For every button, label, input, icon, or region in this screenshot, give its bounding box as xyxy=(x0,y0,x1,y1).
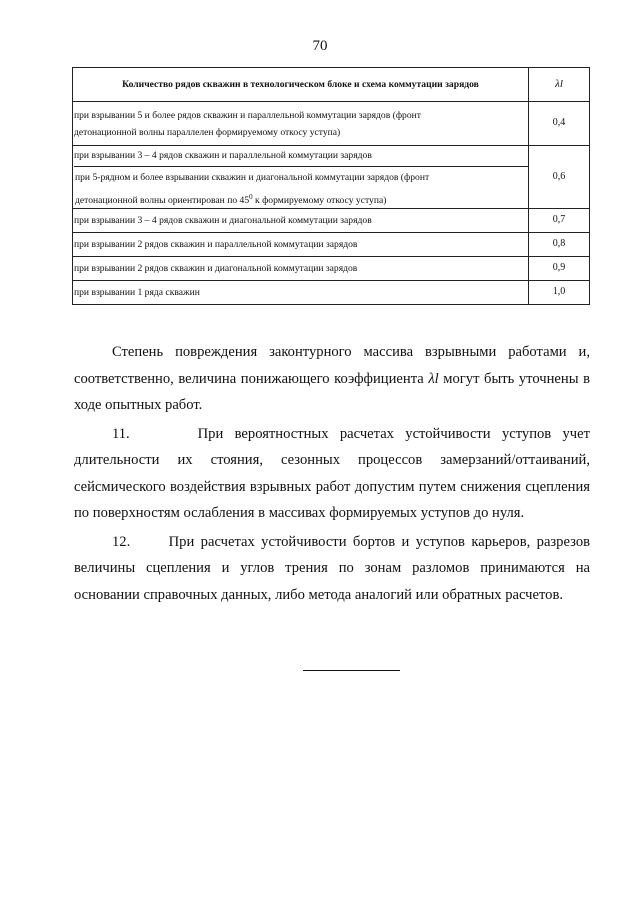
paragraph-text: При вероятностных расчетах устойчивости уступов учет длительности их стояния, сезонных процессов замерзаний/оттаиваний, сейсмического воздействия взрывных работ допустим путем снижения сцепления по поверхностям ослабления в массивах формируемых уступов до нуля. xyxy=(74,425,591,521)
degree-superscript: 0 xyxy=(249,193,253,201)
condition-line: при взрывании 2 рядов скважин и параллельной коммутации зарядов xyxy=(74,239,358,250)
condition-line: при взрывании 3 – 4 рядов скважин и параллельной коммутации зарядов xyxy=(74,150,372,161)
condition-line: при 5-рядном и более взрывании скважин и диагональной коммутации зарядов (фронт xyxy=(75,172,430,183)
table-header-row xyxy=(73,68,590,102)
paragraph-12 xyxy=(74,529,590,609)
body-text xyxy=(74,339,590,608)
coefficient-table xyxy=(72,67,590,305)
row-divider xyxy=(74,166,528,208)
table-cell-condition xyxy=(73,146,529,209)
table-cell-value: 0,6 xyxy=(529,146,590,209)
paragraph-text: При расчетах устойчивости бортов и уступов карьеров, разрезов величины сцепления и углов трения по зонам разломов принимаются на основании справочных данных, либо метода аналогий или обратных расчетов. xyxy=(74,533,591,603)
table-header-condition: Количество рядов скважин в технологическом блоке и схема коммутации зарядов xyxy=(73,68,529,102)
table-cell-condition xyxy=(73,209,529,233)
condition-line: при взрывании 1 ряда скважин xyxy=(74,287,200,298)
condition-line: при взрывании 2 рядов скважин и диагональной коммутации зарядов xyxy=(74,263,358,274)
page-number: 70 xyxy=(312,38,328,54)
table-cell-value: 0,4 xyxy=(529,102,590,146)
table-cell-condition xyxy=(73,233,529,257)
condition-line: детонационной волны параллелен формируемому откосу уступа) xyxy=(74,126,341,138)
table-cell-value: 0,9 xyxy=(529,257,590,281)
paragraph-number: 12. xyxy=(112,533,131,550)
table-cell-value: 1,0 xyxy=(529,281,590,305)
table-row xyxy=(73,209,590,233)
table-row xyxy=(73,146,590,209)
paragraph-text: могут быть уточнены в ходе опытных работ. xyxy=(74,370,590,413)
condition-line: при взрывании 3 – 4 рядов скважин и диагональной коммутации зарядов xyxy=(74,215,372,226)
condition-line xyxy=(74,187,528,208)
lambda-symbol: λl xyxy=(428,370,439,387)
table-header-lambda: λl xyxy=(529,68,590,102)
condition-text: детонационной волны ориентирован по 45 xyxy=(75,195,250,207)
paragraph xyxy=(74,339,590,419)
condition-text: к формируемому откосу уступа) xyxy=(252,195,387,207)
table-cell-condition xyxy=(73,102,529,146)
table-row xyxy=(73,102,590,146)
table-cell-condition xyxy=(73,257,529,281)
paragraph-11 xyxy=(74,421,590,527)
table-cell-value: 0,8 xyxy=(529,233,590,257)
paragraph-number: 11. xyxy=(112,425,130,442)
table-row xyxy=(73,281,590,305)
paragraph-text: Степень повреждения законтурного массива взрывными работами и, соответственно, величина понижающего коэффициента xyxy=(74,344,590,387)
table-row xyxy=(73,257,590,281)
table-cell-condition xyxy=(73,281,529,305)
table-cell-value: 0,7 xyxy=(529,209,590,233)
table-row xyxy=(73,233,590,257)
condition-line: при взрывании 5 и более рядов скважин и параллельной коммутации зарядов (фронт xyxy=(74,109,421,121)
end-rule xyxy=(303,670,400,671)
